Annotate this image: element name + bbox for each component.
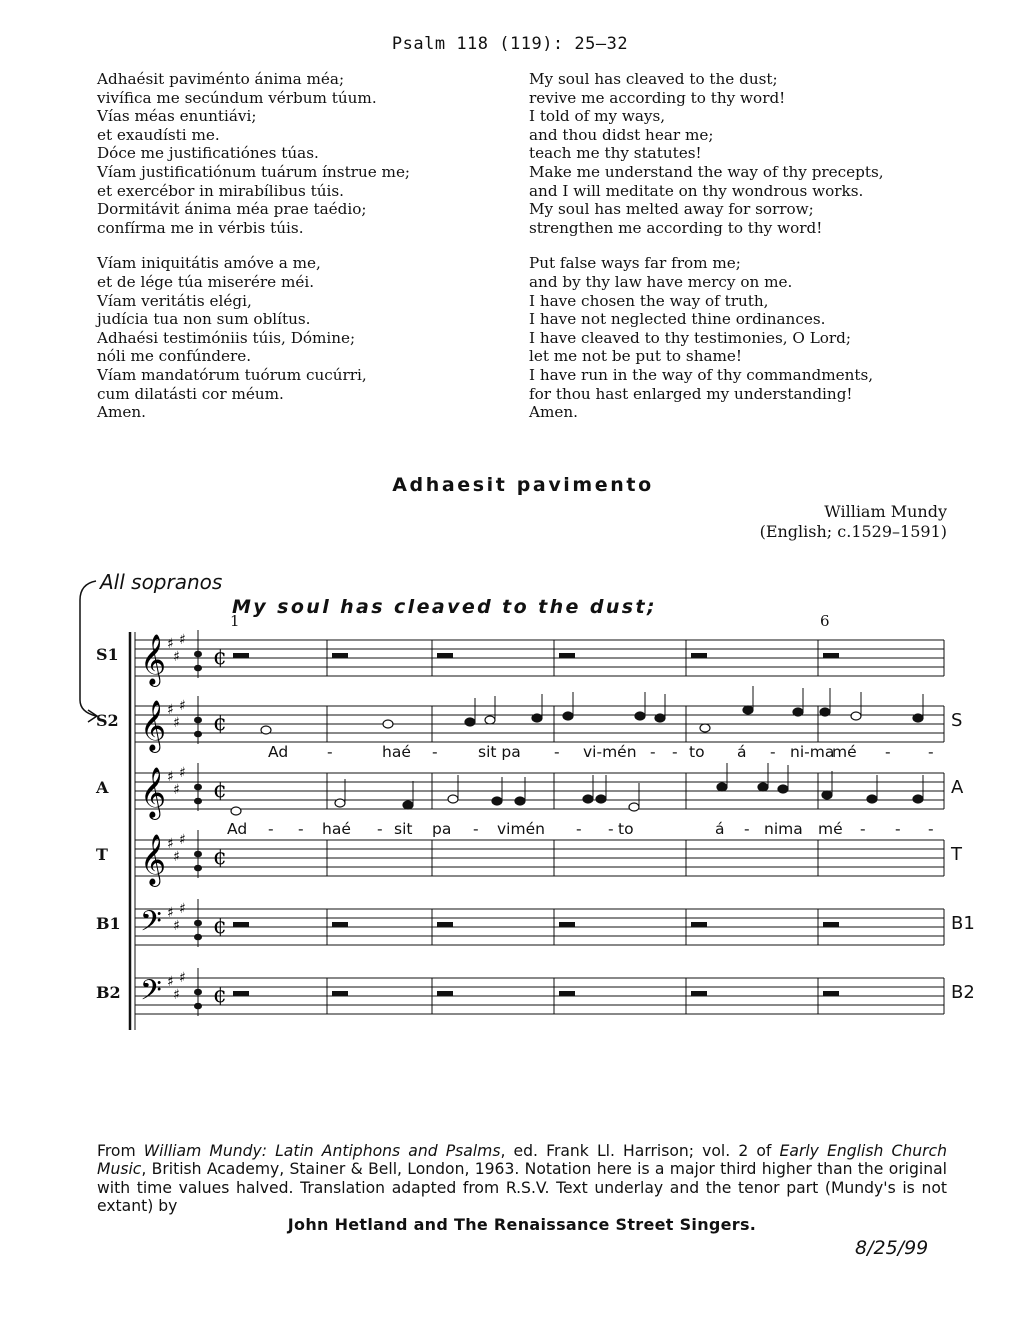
part-label: B2 — [96, 983, 121, 1002]
whole-rest-icon — [691, 653, 707, 658]
note-head — [820, 708, 830, 716]
lyric-syllable-s2: - — [327, 743, 333, 761]
whole-rest-icon — [437, 991, 453, 996]
latin-line: Dormitávit ánima méa prae taédio; — [97, 200, 367, 219]
english-line: I have not neglected thine ordinances. — [529, 310, 826, 329]
whole-rest-icon — [332, 922, 348, 927]
sharp-icon: ♯ — [173, 649, 180, 665]
whole-rest-icon — [691, 922, 707, 927]
sharp-icon: ♯ — [167, 702, 174, 718]
sharp-icon: ♯ — [167, 769, 174, 785]
latin-line: Adhaésit paviménto ánima méa; — [97, 70, 345, 88]
piece-title: Adhaesit pavimento — [392, 474, 654, 496]
english-line: I have cleaved to thy testimonies, O Lord; — [529, 328, 852, 347]
whole-rest-icon — [332, 991, 348, 996]
note-head — [635, 712, 645, 720]
whole-rest-icon — [559, 653, 575, 658]
lyric-syllable-s2: vi-mén — [583, 743, 637, 761]
footer-rest: , British Academy, Stainer & Bell, London, 1963. Notation here is a major third higher than the original with time values halved. Translation adapted from R.S.V. Text underlay and the tenor part (Mundy's is not extant) by — [97, 1160, 947, 1216]
lyric-syllable-s2: - — [770, 743, 776, 761]
sharp-icon: ♯ — [173, 918, 180, 934]
lyric-syllable-s2: - — [672, 743, 678, 761]
note-head — [778, 785, 788, 793]
sharp-icon: ♯ — [179, 632, 186, 648]
lyric-syllable-a: haé — [322, 820, 351, 838]
note-head — [913, 795, 923, 803]
english-line: and I will meditate on thy wondrous works. — [529, 181, 864, 200]
note-head — [758, 783, 768, 791]
note-head — [913, 714, 923, 722]
lyric-syllable-s2: - — [885, 743, 891, 761]
note-head — [448, 795, 458, 803]
whole-rest-icon — [233, 653, 249, 658]
whole-rest-icon — [823, 922, 839, 927]
note-head — [532, 714, 542, 722]
footer-series: Early English Church Music — [97, 1142, 947, 1179]
lyric-syllable-s2: Ad — [268, 743, 289, 761]
sharp-icon: ♯ — [179, 901, 186, 917]
note-head — [383, 720, 393, 728]
treble-clef-icon: 𝄞 — [140, 634, 167, 685]
treble-clef-icon: 𝄞 — [140, 767, 167, 818]
english-line: I have run in the way of thy commandments, — [529, 365, 874, 384]
whole-rest-icon — [332, 653, 348, 658]
note-head — [515, 797, 525, 805]
latin-line: et exaudísti me. — [97, 125, 220, 144]
cut-time-icon: ¢ — [213, 778, 227, 803]
lyric-syllable-s2: - — [432, 743, 438, 761]
note-head — [867, 795, 877, 803]
bass-clef-icon: 𝄢 — [140, 974, 162, 1014]
lyric-syllable-a: to — [618, 820, 634, 838]
measure-number-1: 1 — [230, 612, 240, 630]
sharp-icon: ♯ — [179, 970, 186, 986]
note-head — [700, 724, 710, 732]
lyric-syllable-s2: mé — [832, 743, 857, 761]
lyric-syllable-s2: ni-ma — [790, 743, 835, 761]
english-line: Make me understand the way of thy precepts, — [529, 162, 884, 181]
sharp-icon: ♯ — [167, 905, 174, 921]
sharp-icon: ♯ — [167, 974, 174, 990]
lyric-syllable-s2: haé — [382, 743, 411, 761]
part-label: B1 — [96, 914, 121, 933]
english-line: My soul has cleaved to the dust; — [529, 70, 778, 88]
latin-line: Adhaési testimóniis túis, Dómine; — [97, 328, 356, 347]
note-head — [261, 726, 271, 734]
handwritten-bracket — [80, 581, 96, 716]
lyric-syllable-a: - — [895, 820, 901, 838]
whole-rest-icon — [437, 653, 453, 658]
cut-time-icon: ¢ — [213, 711, 227, 736]
lyric-syllable-a: - — [928, 820, 934, 838]
english-line: strengthen me according to thy word! — [529, 218, 823, 237]
whole-rest-icon — [437, 922, 453, 927]
latin-line: et exercébor in mirabílibus túis. — [97, 181, 344, 200]
latin-line: et de lége túa miserére méi. — [97, 272, 315, 291]
part-label-right: B2 — [951, 982, 975, 1003]
lyric-syllable-s2: to — [689, 743, 705, 761]
english-line: I told of my ways, — [529, 107, 666, 126]
lyric-syllable-a: sit — [394, 820, 413, 838]
composer-name: William Mundy — [824, 502, 947, 521]
latin-line: nóli me confúndere. — [97, 347, 252, 366]
note-head — [492, 797, 502, 805]
sharp-icon: ♯ — [173, 987, 180, 1003]
note-head — [465, 718, 475, 726]
part-label-right: B1 — [951, 913, 975, 934]
cut-time-icon: ¢ — [213, 983, 227, 1008]
whole-rest-icon — [233, 991, 249, 996]
sharp-icon: ♯ — [179, 765, 186, 781]
part-label: A — [96, 778, 109, 797]
latin-line: Víam mandatórum tuórum cucúrri, — [97, 365, 367, 384]
lyric-syllable-a: - — [298, 820, 304, 838]
latin-line: Víam veritátis elégi, — [97, 291, 252, 310]
lyric-syllable-a: - — [860, 820, 866, 838]
source-note — [97, 1142, 947, 1234]
lyric-syllable-a: - — [473, 820, 479, 838]
lyric-syllable-a: nima — [764, 820, 803, 838]
note-head — [822, 791, 832, 799]
part-label-right: T — [951, 844, 962, 865]
latin-line: vivífica me secúndum vérbum túum. — [97, 88, 377, 107]
english-line: Put false ways far from me; — [529, 254, 741, 273]
lyric-syllable-a: - — [268, 820, 274, 838]
latin-line: Dóce me justificatiónes túas. — [97, 144, 319, 163]
lyric-syllable-s2: sit pa — [478, 743, 521, 761]
latin-line: Víam iniquitátis amóve a me, — [97, 254, 321, 273]
footer-book-title: William Mundy: Latin Antiphons and Psalms — [143, 1142, 501, 1160]
lyric-syllable-s2: - — [650, 743, 656, 761]
footer-credit: John Hetland and The Renaissance Street Singers. — [287, 1214, 757, 1234]
note-head — [596, 795, 606, 803]
part-label-right: A — [951, 777, 964, 798]
sharp-icon: ♯ — [179, 698, 186, 714]
sharp-icon: ♯ — [179, 832, 186, 848]
lyric-syllable-s2: á — [737, 743, 747, 761]
note-head — [583, 795, 593, 803]
bass-clef-icon: 𝄢 — [140, 905, 162, 945]
latin-line: Vías méas enuntiávi; — [97, 107, 257, 126]
psalm-title: Psalm 118 (119): 25–32 — [391, 34, 629, 54]
whole-rest-icon — [559, 991, 575, 996]
sharp-icon: ♯ — [167, 636, 174, 652]
note-head — [231, 807, 241, 815]
lyric-syllable-a: - — [377, 820, 383, 838]
note-head — [563, 712, 573, 720]
note-head — [717, 783, 727, 791]
english-line: revive me according to thy word! — [529, 88, 786, 107]
lyric-syllable-a: mé — [818, 820, 843, 838]
note-head — [851, 712, 861, 720]
lyric-syllable-s2: - — [928, 743, 934, 761]
whole-rest-icon — [823, 991, 839, 996]
handwritten-all-sopranos: All sopranos — [100, 570, 223, 594]
composer-dates: (English; c.1529–1591) — [759, 522, 947, 541]
lyric-syllable-s2: - — [554, 743, 560, 761]
treble-clef-icon: 𝄞 — [140, 700, 167, 751]
part-label: T — [96, 845, 108, 864]
sharp-icon: ♯ — [173, 782, 180, 798]
footer-from: From — [97, 1142, 144, 1160]
english-line: Amen. — [529, 403, 578, 422]
english-line: I have chosen the way of truth, — [529, 291, 769, 310]
handwritten-date: 8/25/99 — [855, 1237, 929, 1259]
measure-number-6: 6 — [820, 612, 830, 630]
lyric-syllable-a: - — [744, 820, 750, 838]
english-line: let me not be put to shame! — [529, 347, 743, 366]
note-head — [655, 714, 665, 722]
latin-line: cum dilatásti cor méum. — [97, 384, 284, 403]
english-line: teach me thy statutes! — [529, 144, 702, 163]
part-label: S2 — [96, 711, 119, 730]
part-label-right: S — [951, 710, 963, 731]
sharp-icon: ♯ — [167, 836, 174, 852]
sharp-icon: ♯ — [173, 715, 180, 731]
english-line: My soul has melted away for sorrow; — [529, 200, 814, 219]
note-head — [335, 799, 345, 807]
note-head — [793, 708, 803, 716]
english-line: for thou hast enlarged my understanding! — [529, 384, 853, 403]
cut-time-icon: ¢ — [213, 914, 227, 939]
whole-rest-icon — [691, 991, 707, 996]
english-line: and by thy law have mercy on me. — [529, 272, 793, 291]
note-head — [629, 803, 639, 811]
cut-time-icon: ¢ — [213, 845, 227, 870]
note-head — [485, 716, 495, 724]
lyric-syllable-a: vimén — [497, 820, 545, 838]
treble-clef-icon: 𝄞 — [140, 834, 167, 885]
whole-rest-icon — [823, 653, 839, 658]
lyric-syllable-a: pa — [432, 820, 452, 838]
latin-line: confírma me in vérbis túis. — [97, 218, 304, 237]
whole-rest-icon — [559, 922, 575, 927]
latin-line: Víam justificatiónum tuárum ínstrue me; — [97, 162, 411, 181]
lyric-syllable-a: á — [715, 820, 725, 838]
sharp-icon: ♯ — [173, 849, 180, 865]
latin-line: judícia tua non sum oblítus. — [97, 310, 311, 329]
score-translation-heading: My soul has cleaved to the dust; — [232, 596, 657, 618]
english-line: and thou didst hear me; — [529, 125, 714, 144]
part-label: S1 — [96, 645, 119, 664]
latin-line: Amen. — [97, 403, 146, 422]
note-head — [403, 801, 413, 809]
lyric-syllable-a: Ad — [227, 820, 248, 838]
footer-editor: , ed. Frank Ll. Harrison; vol. 2 of — [500, 1142, 780, 1160]
lyric-syllable-a: - — [608, 820, 614, 838]
cut-time-icon: ¢ — [213, 645, 227, 670]
whole-rest-icon — [233, 922, 249, 927]
note-head — [743, 706, 753, 714]
lyric-syllable-a: - — [576, 820, 582, 838]
